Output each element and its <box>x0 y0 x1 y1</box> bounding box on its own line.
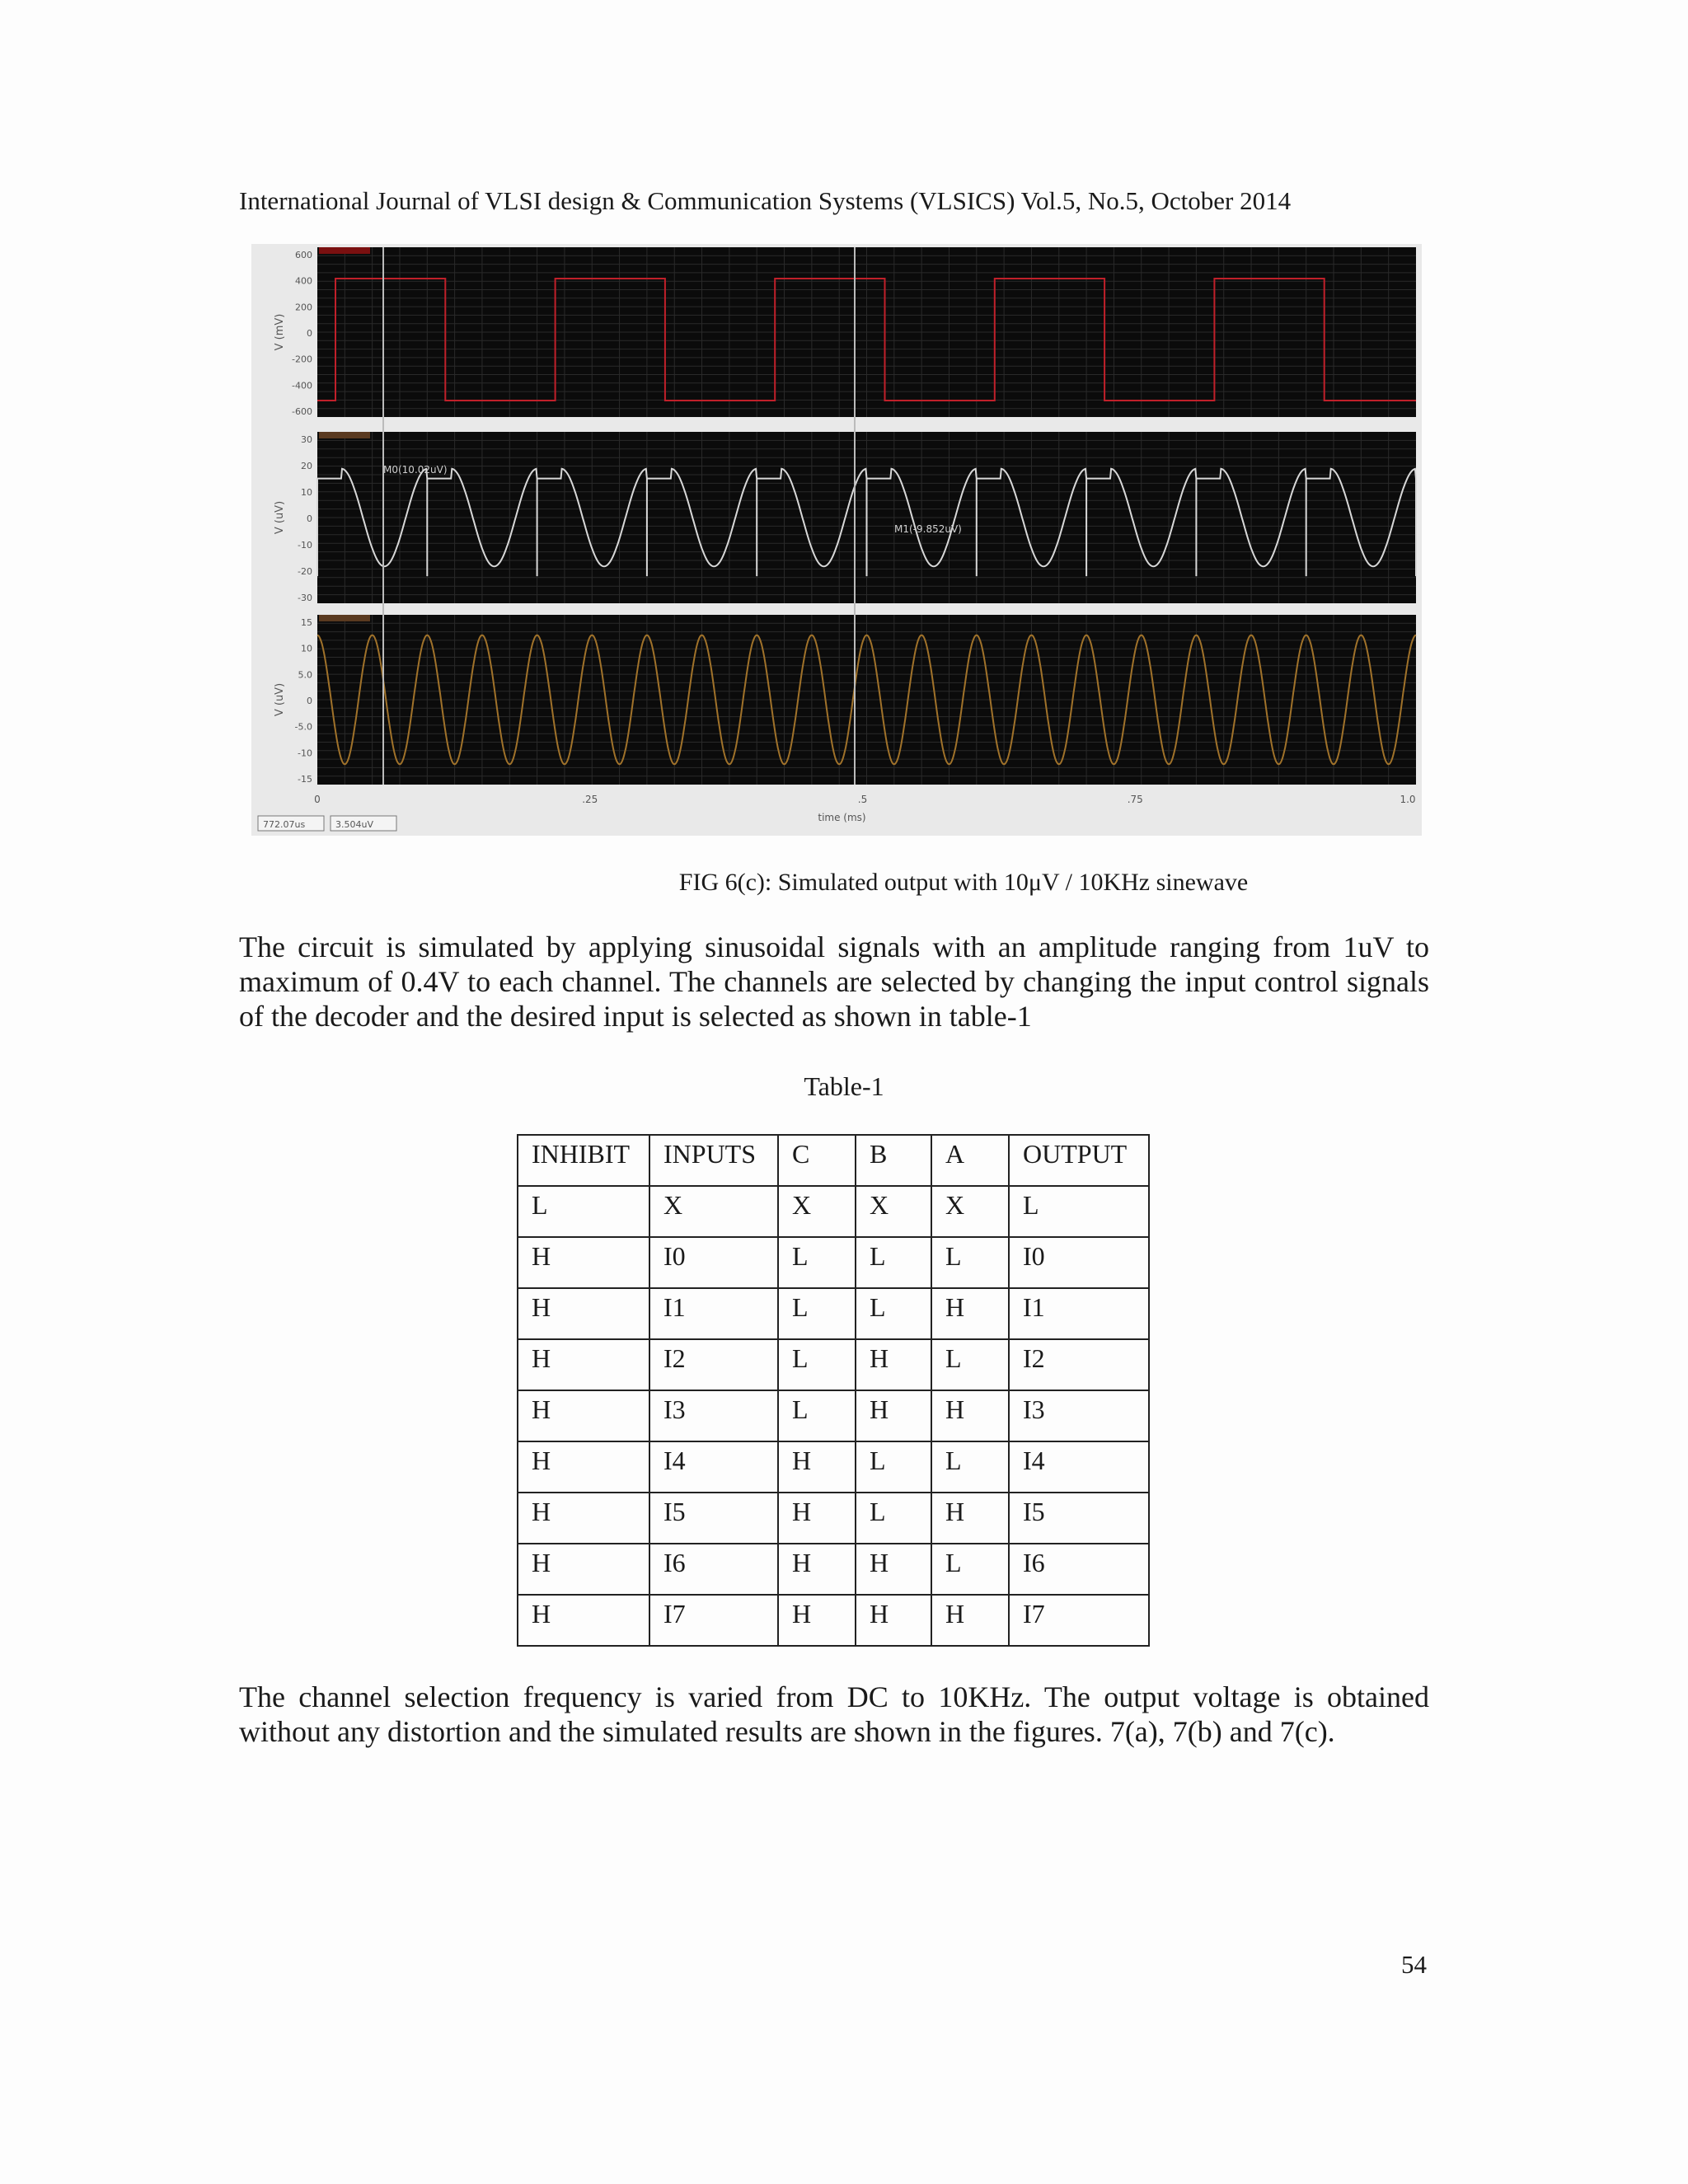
table-cell: H <box>518 1441 649 1493</box>
panel-tag <box>319 432 370 438</box>
y-tick-label: 0 <box>307 696 312 706</box>
table-cell: I3 <box>649 1390 778 1441</box>
table-cell: I5 <box>649 1493 778 1544</box>
table-cell: H <box>856 1339 931 1390</box>
table-title: Table-1 <box>804 1071 884 1101</box>
table-header-cell: A <box>931 1135 1009 1186</box>
y-tick-label: 10 <box>301 487 312 498</box>
table-cell: H <box>518 1544 649 1595</box>
y-axis-label: V (mV) <box>274 313 286 351</box>
paragraph-1: The circuit is simulated by applying sinusoidal signals with an amplitude ranging from 1uV to maximum of 0.4V to each channel. The channels are selected by changing the input control signals of the decoder and the desired input is selected as shown in table-1 <box>239 930 1429 1033</box>
y-tick-label: -30 <box>298 593 312 603</box>
cursor-readout: 3.504uV <box>335 819 373 830</box>
table-cell: X <box>931 1186 1009 1237</box>
table-cell: I7 <box>1009 1595 1149 1646</box>
truth-table <box>517 1134 1150 1647</box>
table-cell: L <box>931 1237 1009 1288</box>
table-cell: X <box>856 1186 931 1237</box>
table-cell: H <box>518 1493 649 1544</box>
table-cell: H <box>518 1595 649 1646</box>
table-cell: H <box>931 1390 1009 1441</box>
table-cell: H <box>778 1493 856 1544</box>
table-cell: L <box>1009 1186 1149 1237</box>
y-axis-label: V (uV) <box>274 500 286 535</box>
x-tick-label: .5 <box>857 794 868 805</box>
y-tick-label: -10 <box>298 748 312 759</box>
y-tick-label: 600 <box>295 250 312 260</box>
table-cell: L <box>778 1339 856 1390</box>
y-tick-label: 0 <box>307 328 312 339</box>
y-tick-label: -20 <box>298 566 312 577</box>
marker-label: M0(10.02uV) <box>383 464 448 476</box>
panel-tag <box>319 615 370 621</box>
table-row <box>518 1544 1149 1595</box>
y-tick-label: 400 <box>295 275 312 287</box>
y-tick-label: 20 <box>301 461 312 471</box>
table-row <box>518 1288 1149 1339</box>
table-cell: H <box>778 1544 856 1595</box>
table-cell: I2 <box>649 1339 778 1390</box>
simulation-figure <box>251 244 1422 836</box>
table-cell: I4 <box>649 1441 778 1493</box>
table-row <box>518 1339 1149 1390</box>
y-tick-label: 30 <box>301 434 312 445</box>
table-header-cell: INHIBIT <box>518 1135 649 1186</box>
table-cell: H <box>931 1288 1009 1339</box>
y-tick-label: -600 <box>292 406 312 417</box>
table-cell: I2 <box>1009 1339 1149 1390</box>
table-cell: I6 <box>1009 1544 1149 1595</box>
table-cell: H <box>778 1595 856 1646</box>
cursor-readout: 772.07us <box>263 819 306 830</box>
y-tick-label: -400 <box>292 380 312 391</box>
table-cell: L <box>931 1441 1009 1493</box>
x-tick-label: 0 <box>314 794 321 805</box>
table-cell: H <box>856 1390 931 1441</box>
table-cell: L <box>856 1288 931 1339</box>
simulation-plot <box>251 244 1422 836</box>
table-cell: H <box>931 1493 1009 1544</box>
paragraph-2: The channel selection frequency is varied from DC to 10KHz. The output voltage is obtained without any distortion and the simulated results are shown in the figures. 7(a), 7(b) and 7(c). <box>239 1680 1429 1748</box>
table-cell: I5 <box>1009 1493 1149 1544</box>
panel-tag <box>319 247 370 254</box>
table-header-cell: INPUTS <box>649 1135 778 1186</box>
x-tick-label: 1.0 <box>1400 794 1416 805</box>
table-cell: I7 <box>649 1595 778 1646</box>
table-cell: I0 <box>649 1237 778 1288</box>
figure-caption: FIG 6(c): Simulated output with 10μV / 10KHz sinewave <box>678 869 1249 896</box>
table-header-row <box>518 1135 1149 1186</box>
table-cell: I3 <box>1009 1390 1149 1441</box>
table-cell: L <box>931 1339 1009 1390</box>
table-cell: I6 <box>649 1544 778 1595</box>
table-row <box>518 1390 1149 1441</box>
table-cell: I1 <box>649 1288 778 1339</box>
table-cell: X <box>778 1186 856 1237</box>
table-cell: L <box>778 1288 856 1339</box>
table-cell: H <box>856 1544 931 1595</box>
y-tick-label: -10 <box>298 540 312 551</box>
marker-label: M1(-9.852uV) <box>894 523 962 535</box>
page-number: 54 <box>1401 1950 1427 1979</box>
table-cell: L <box>856 1441 931 1493</box>
table-cell: H <box>856 1595 931 1646</box>
table-cell: H <box>518 1288 649 1339</box>
y-tick-label: 200 <box>295 302 312 313</box>
table-header-cell: OUTPUT <box>1009 1135 1149 1186</box>
table-cell: L <box>856 1493 931 1544</box>
table-cell: L <box>856 1237 931 1288</box>
table-cell: L <box>778 1237 856 1288</box>
table-cell: I4 <box>1009 1441 1149 1493</box>
x-axis-label: time (ms) <box>818 812 866 823</box>
table-row <box>518 1237 1149 1288</box>
y-axis-label: V (uV) <box>274 682 286 717</box>
table-row <box>518 1595 1149 1646</box>
journal-header: International Journal of VLSI design & Communication Systems (VLSICS) Vol.5, No.5, October 2014 <box>239 186 1292 215</box>
table-row <box>518 1441 1149 1493</box>
table-cell: L <box>778 1390 856 1441</box>
table-cell: H <box>778 1441 856 1493</box>
y-tick-label: 10 <box>301 643 312 654</box>
table-cell: L <box>931 1544 1009 1595</box>
y-tick-label: 15 <box>301 617 312 628</box>
y-tick-label: 0 <box>307 513 312 524</box>
y-tick-label: -15 <box>298 774 312 785</box>
x-tick-label: .75 <box>1127 794 1143 805</box>
table-cell: X <box>649 1186 778 1237</box>
table-cell: H <box>518 1237 649 1288</box>
table-cell: H <box>931 1595 1009 1646</box>
table-row <box>518 1493 1149 1544</box>
table-row <box>518 1186 1149 1237</box>
y-tick-label: -200 <box>292 354 312 365</box>
table-header-cell: C <box>778 1135 856 1186</box>
table-cell: I1 <box>1009 1288 1149 1339</box>
y-tick-label: 5.0 <box>298 669 312 681</box>
table-cell: L <box>518 1186 649 1237</box>
table-cell: H <box>518 1339 649 1390</box>
x-tick-label: .25 <box>582 794 598 805</box>
table-cell: H <box>518 1390 649 1441</box>
y-tick-label: -5.0 <box>294 721 312 733</box>
table-cell: I0 <box>1009 1237 1149 1288</box>
table-header-cell: B <box>856 1135 931 1186</box>
